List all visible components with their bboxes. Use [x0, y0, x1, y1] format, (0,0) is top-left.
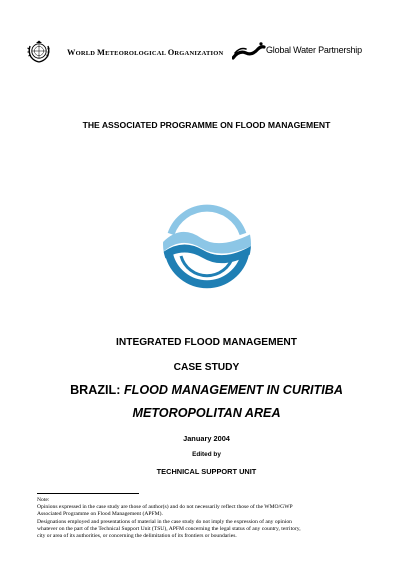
title-italic-part: FLOOD MANAGEMENT IN CURITIBA: [123, 383, 343, 397]
footnote-line: Opinions expressed in the case study are those of author(s) and do not necessarily reflect those of the WMO/GWP: [37, 504, 293, 511]
edited-by-label: Edited by: [192, 451, 221, 458]
wmo-word-3-cap: O: [167, 48, 175, 57]
document-title-line-3: [0, 383, 413, 397]
footnote-heading: Note:: [37, 497, 50, 503]
wmo-word-2-cap: M: [96, 48, 106, 57]
editor-unit: TECHNICAL SUPPORT UNIT: [156, 467, 257, 476]
publication-date: January 2004: [183, 434, 230, 443]
wmo-word-1-rest: ORLD: [75, 50, 97, 57]
gwp-organization-name: Global Water Partnership: [266, 45, 362, 55]
footnote-line: Associated Programme on Flood Management (APFM).: [37, 511, 163, 518]
programme-title: THE ASSOCIATED PROGRAMME ON FLOOD MANAGEMENT: [82, 120, 331, 130]
footnote-line: city or area of its authorities, or concerning the delimitation of its frontiers or boundaries.: [37, 533, 237, 540]
wmo-word-3-rest: RGANIZATION: [174, 50, 224, 57]
document-title-line-4: METOROPOLITAN AREA: [132, 406, 281, 420]
wmo-word-2-rest: ETEOROLOGICAL: [105, 50, 168, 57]
un-laurel-emblem-icon: [26, 39, 52, 65]
footnote-line: whatever on the part of the Technical Support Unit (TSU), APFM concerning the legal status of any country, territory,: [37, 525, 301, 532]
title-country: BRAZIL:: [70, 383, 124, 397]
wmo-word-1-cap: W: [67, 48, 76, 57]
wmo-organization-name: [67, 48, 223, 57]
footnote: [37, 497, 382, 540]
document-title-line-2: CASE STUDY: [173, 362, 240, 373]
footnote-divider: [37, 493, 139, 494]
apfm-globe-waves-icon: [161, 198, 253, 290]
document-title-line-1: INTEGRATED FLOOD MANAGEMENT: [116, 337, 297, 348]
water-wave-icon: [232, 41, 266, 61]
footnote-line: Designations employed and presentations of material in the case study do not imply the expression of any opinion: [37, 518, 292, 525]
